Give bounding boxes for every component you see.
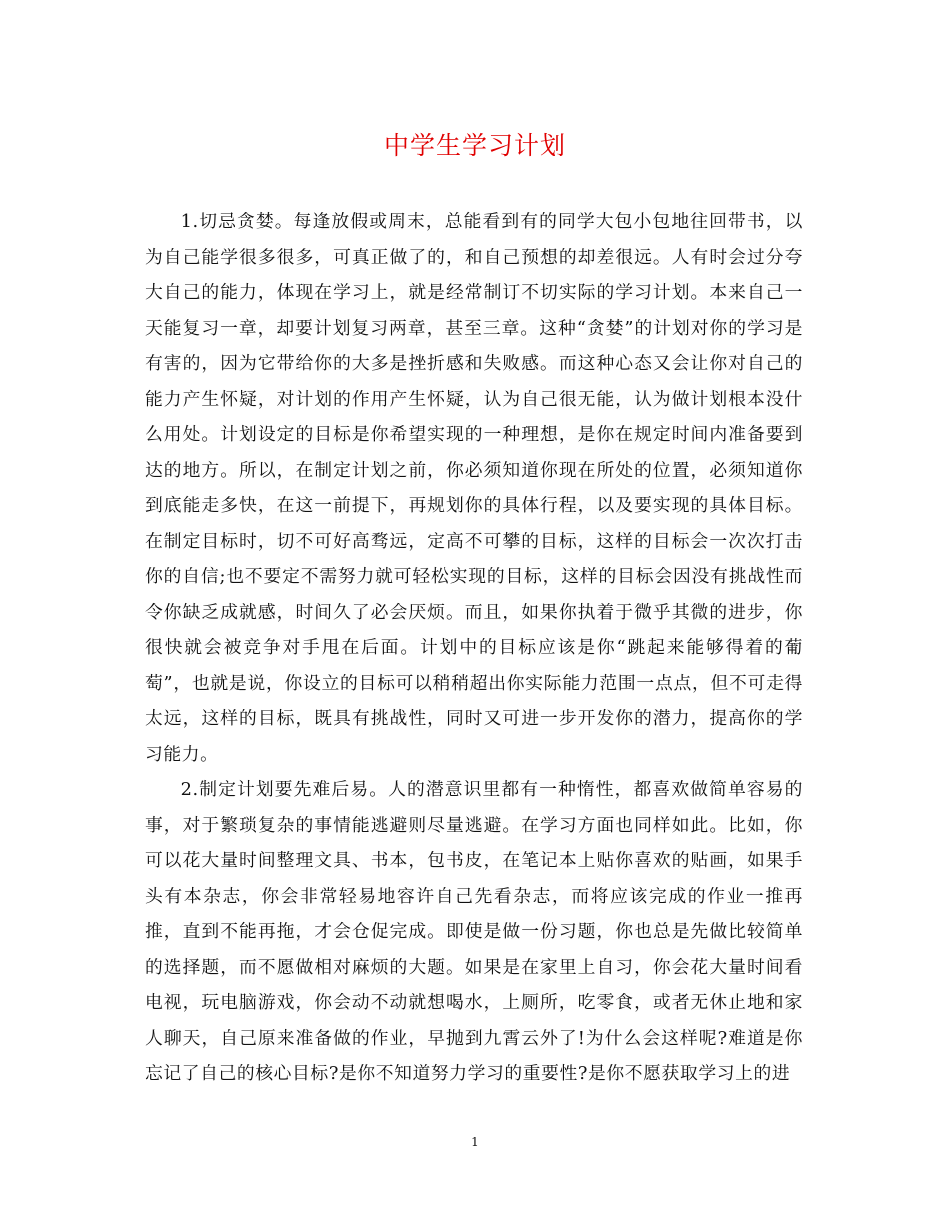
paragraph-2: 2.制定计划要先难后易。人的潜意识里都有一种惰性，都喜欢做简单容易的事，对于繁琐复杂的事情能逃避则尽量逃避。在学习方面也同样如此。比如，你可以花大量时间整理文具、书本，包书皮，在笔记本上贴你喜欢的贴画，如果手头有本杂志，你会非常轻易地容许自己先看杂志，而将应该完成的作业一推再推，直到不能再拖，才会仓促完成。即使是做一份习题，你也总是先做比较简单的选择题，而不愿做相对麻烦的大题。如果是在家里上自习，你会花大量时间看电视，玩电脑游戏，你会动不动就想喝水，上厕所，吃零食，或者无休止地和家人聊天，自己原来准备做的作业，早抛到九霄云外了!为什么会这样呢?难道是你忘记了自己的核心目标?是你不知道努力学习的重要性?是你不愿获取学习上的进 bbox=[145, 779, 803, 1084]
page-number: 1 bbox=[471, 1135, 479, 1149]
document-title: 中学生学习计划 bbox=[383, 131, 566, 160]
paragraph-1: 1.切忌贪婪。每逢放假或周末，总能看到有的同学大包小包地往回带书，以为自己能学很多很多，可真正做了的，和自己预想的却差很远。人有时会过分夸大自己的能力，体现在学习上，就是经常制订不切实际的学习计划。本来自己一天能复习一章，却要计划复习两章，甚至三章。这种“贪婪”的计划对你的学习是有害的，因为它带给你的大多是挫折感和失败感。而这种心态又会让你对自己的能力产生怀疑，对计划的作用产生怀疑，认为自己很无能，认为做计划根本没什么用处。计划设定的目标是你希望实现的一种理想，是你在规定时间内准备要到达的地方。所以，在制定计划之前，你必须知道你现在所处的位置，必须知道你到底能走多快，在这一前提下，再规划你的具体行程，以及要实现的具体目标。在制定目标时，切不可好高骛远，定高不可攀的目标，这样的目标会一次次打击你的自信;也不要定不需努力就可轻松实现的目标，这样的目标会因没有挑战性而令你缺乏成就感，时间久了必会厌烦。而且，如果你执着于微乎其微的进步，你很快就会被竞争对手甩在后面。计划中的目标应该是你“跳起来能够得着的葡萄”，也就是说，你设立的目标可以稍稍超出你实际能力范围一点点，但不可走得太远，这样的目标，既具有挑战性，同时又可进一步开发你的潜力，提高你的学习能力。 bbox=[145, 211, 803, 765]
document-body bbox=[145, 204, 803, 1092]
